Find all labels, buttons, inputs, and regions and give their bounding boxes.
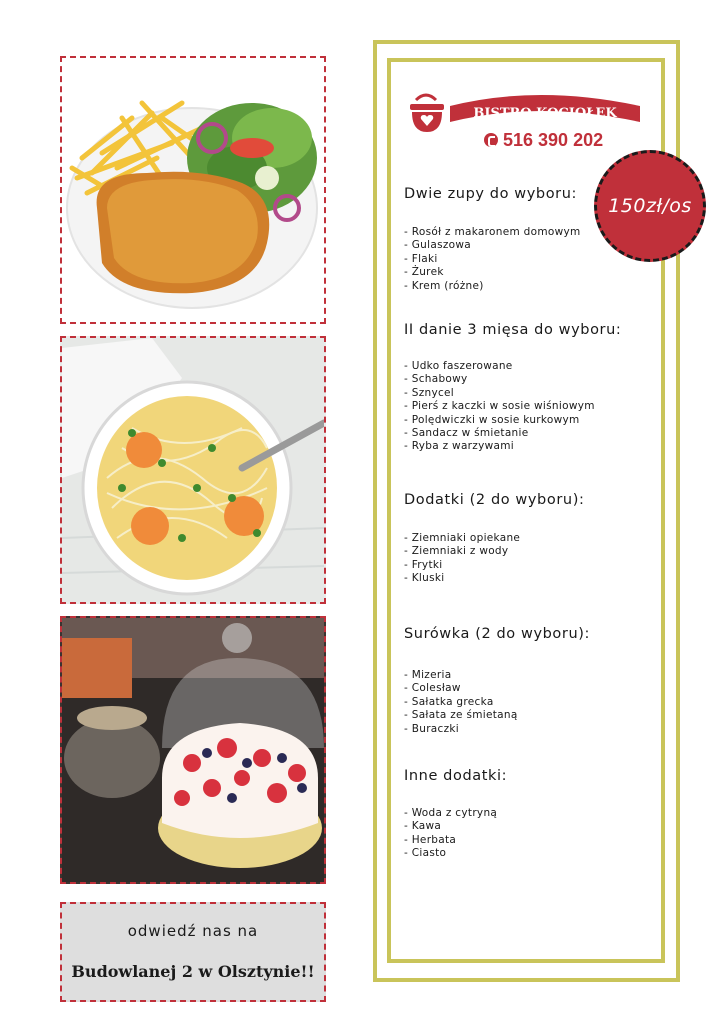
- list-item: - Rosół z makaronem domowym: [404, 226, 581, 239]
- phone-icon: [484, 133, 498, 147]
- schnitzel-fries-photo: [60, 56, 326, 324]
- logo-text: BISTRO KOCIOŁEK: [473, 106, 617, 121]
- phone-text: 516 390 202: [503, 130, 604, 150]
- list-item: - Sałata ze śmietaną: [404, 709, 518, 722]
- list-item: - Flaki: [404, 253, 581, 266]
- list-item: - Polędwiczki w sosie kurkowym: [404, 414, 595, 427]
- list-item: - Udko faszerowane: [404, 360, 595, 373]
- list-item: - Żurek: [404, 266, 581, 279]
- list-item: - Schabowy: [404, 373, 595, 386]
- list-item: - Ziemniaki opiekane: [404, 532, 520, 545]
- section-title-main: II danie 3 mięsa do wyboru:: [404, 322, 622, 338]
- price-text: 150zł/os: [608, 195, 692, 217]
- list-item: - Ziemniaki z wody: [404, 545, 520, 558]
- list-item: - Colesław: [404, 682, 518, 695]
- visit-us-text: odwiedź nas na: [127, 922, 259, 940]
- visit-us-box: [60, 902, 326, 1002]
- list-item: - Gulaszowa: [404, 239, 581, 252]
- list-item: - Herbata: [404, 834, 497, 847]
- section-title-extras: Inne dodatki:: [404, 768, 508, 784]
- section-title-soups: Dwie zupy do wyboru:: [404, 186, 578, 202]
- list-item: - Pierś z kaczki w sosie wiśniowym: [404, 400, 595, 413]
- list-item: - Woda z cytryną: [404, 807, 497, 820]
- cauldron-icon: [410, 95, 444, 132]
- list-item: - Buraczki: [404, 723, 518, 736]
- phone-number: [484, 130, 603, 151]
- list-item: - Mizeria: [404, 669, 518, 682]
- section-title-salads: Surówka (2 do wyboru):: [404, 626, 590, 642]
- list-item: - Kluski: [404, 572, 520, 585]
- cake-dome-photo: [60, 616, 326, 884]
- list-extras: [404, 807, 497, 861]
- list-item: - Sznycel: [404, 387, 595, 400]
- list-item: - Frytki: [404, 559, 520, 572]
- list-item: - Kawa: [404, 820, 497, 833]
- section-title-sides: Dodatki (2 do wyboru):: [404, 492, 585, 508]
- list-item: - Sandacz w śmietanie: [404, 427, 595, 440]
- list-item: - Krem (różne): [404, 280, 581, 293]
- list-item: - Ryba z warzywami: [404, 440, 595, 453]
- list-item: - Sałatka grecka: [404, 696, 518, 709]
- list-item: - Ciasto: [404, 847, 497, 860]
- list-salads: [404, 669, 518, 736]
- broth-soup-photo: [60, 336, 326, 604]
- list-sides: [404, 532, 520, 586]
- address-text: Budowlanej 2 w Olsztynie!!: [71, 962, 315, 981]
- list-main: [404, 360, 595, 454]
- list-soups: [404, 226, 581, 293]
- price-badge: [594, 150, 706, 262]
